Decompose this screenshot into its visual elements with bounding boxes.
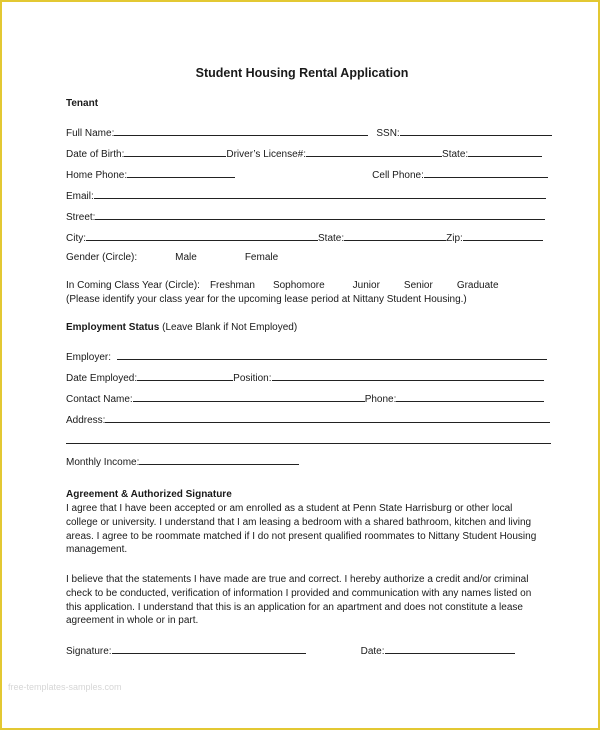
- document-title: Student Housing Rental Application: [195, 66, 409, 80]
- position-field[interactable]: [272, 371, 544, 381]
- city-field[interactable]: [86, 231, 318, 241]
- street-label: Street:: [66, 212, 96, 223]
- signature-field[interactable]: [112, 644, 306, 654]
- agreement-heading: Agreement & Authorized Signature: [66, 489, 232, 500]
- drivers-license-field[interactable]: [306, 147, 442, 157]
- contact-name-field[interactable]: [133, 392, 365, 402]
- contact-name-label: Contact Name:: [66, 394, 133, 405]
- class-year-sophomore[interactable]: Sophomore: [272, 280, 325, 291]
- monthly-income-row: [66, 455, 299, 469]
- contact-row: [66, 392, 544, 406]
- date-field[interactable]: [385, 644, 515, 654]
- employment-heading: Employment Status: [66, 322, 160, 333]
- address-field[interactable]: [105, 413, 550, 423]
- city-label: City:: [66, 233, 86, 244]
- employer-phone-label: Phone:: [364, 394, 397, 405]
- address-line-2: [66, 434, 551, 448]
- employer-label: Employer:: [66, 352, 112, 363]
- email-label: Email:: [66, 191, 94, 202]
- class-year-graduate[interactable]: Graduate: [456, 280, 499, 291]
- email-field[interactable]: [94, 189, 546, 199]
- class-year-label: In Coming Class Year (Circle):: [66, 280, 200, 291]
- street-row: [66, 210, 545, 224]
- tenant-heading: Tenant: [66, 98, 99, 109]
- agreement-paragraph-2: [66, 573, 546, 628]
- ssn-field[interactable]: [400, 126, 552, 136]
- street-field[interactable]: [95, 210, 545, 220]
- agreement-paragraph-1: [66, 502, 546, 557]
- dob-row: [66, 147, 542, 161]
- email-row: [66, 189, 546, 203]
- address-row: [66, 413, 550, 427]
- class-year-freshman[interactable]: Freshman: [209, 280, 255, 291]
- signature-label: Signature:: [66, 646, 112, 657]
- state-field[interactable]: [468, 147, 542, 157]
- full-name-row: [66, 126, 552, 140]
- full-name-field[interactable]: [114, 126, 368, 136]
- address-field-2[interactable]: [66, 434, 551, 444]
- phone-row: [66, 168, 548, 182]
- class-year-junior[interactable]: Junior: [352, 280, 380, 291]
- cell-phone-label: Cell Phone:: [372, 170, 424, 181]
- class-year-row: [66, 280, 499, 292]
- zip-label: Zip:: [446, 233, 463, 244]
- monthly-income-field[interactable]: [139, 455, 299, 465]
- date-employed-row: [66, 371, 544, 385]
- home-phone-field[interactable]: [127, 168, 235, 178]
- ssn-label: SSN:: [376, 128, 400, 139]
- state-label: State:: [442, 149, 469, 160]
- signature-row: [66, 644, 515, 658]
- employment-heading-note: (Leave Blank if Not Employed): [159, 322, 298, 333]
- cell-phone-field[interactable]: [424, 168, 548, 178]
- full-name-label: Full Name:: [66, 128, 115, 139]
- gender-row: [66, 252, 278, 264]
- employer-row: [66, 350, 547, 364]
- class-year-senior[interactable]: Senior: [403, 280, 433, 291]
- zip-field[interactable]: [463, 231, 543, 241]
- home-phone-label: Home Phone:: [66, 170, 128, 181]
- watermark: free-templates-samples.com: [8, 682, 122, 692]
- employer-field[interactable]: [117, 350, 547, 360]
- city-row: [66, 231, 543, 245]
- dob-label: Date of Birth:: [66, 149, 125, 160]
- address-label: Address:: [66, 415, 106, 426]
- employer-phone-field[interactable]: [396, 392, 544, 402]
- position-label: Position:: [233, 373, 272, 384]
- monthly-income-label: Monthly Income:: [66, 457, 140, 468]
- state2-field[interactable]: [344, 231, 446, 241]
- state2-label: State:: [318, 233, 345, 244]
- date-employed-label: Date Employed:: [66, 373, 138, 384]
- dob-field[interactable]: [124, 147, 226, 157]
- date-employed-field[interactable]: [137, 371, 233, 381]
- gender-label: Gender (Circle):: [66, 252, 138, 263]
- date-label: Date:: [360, 646, 385, 657]
- employment-heading-row: [66, 322, 297, 334]
- gender-option-female[interactable]: Female: [244, 252, 279, 263]
- agreement-text-1: I agree that I have been accepted or am enrolled as a student at Penn State Harrisburg or other local college or university. I understand that I am leasing a bedroom with a shared bathroom, kitchen and living areas. I agree to be roommate matched if I do not present qualified roommates to Nittany Student Housing management.: [66, 503, 537, 556]
- gender-option-male[interactable]: Male: [175, 252, 197, 263]
- drivers-license-label: Driver’s License#:: [226, 149, 307, 160]
- class-year-note: (Please identify your class year for the upcoming lease period at Nittany Student Housing.): [66, 294, 467, 305]
- agreement-text-2: I believe that the statements I have made are true and correct. I hereby authorize a credit and/or criminal check to be conducted, verification of information I provided and communication with any names listed on this application. I understand that this is an application for an apartment and does not constitute a lease agreement in whole or in part.: [66, 574, 532, 627]
